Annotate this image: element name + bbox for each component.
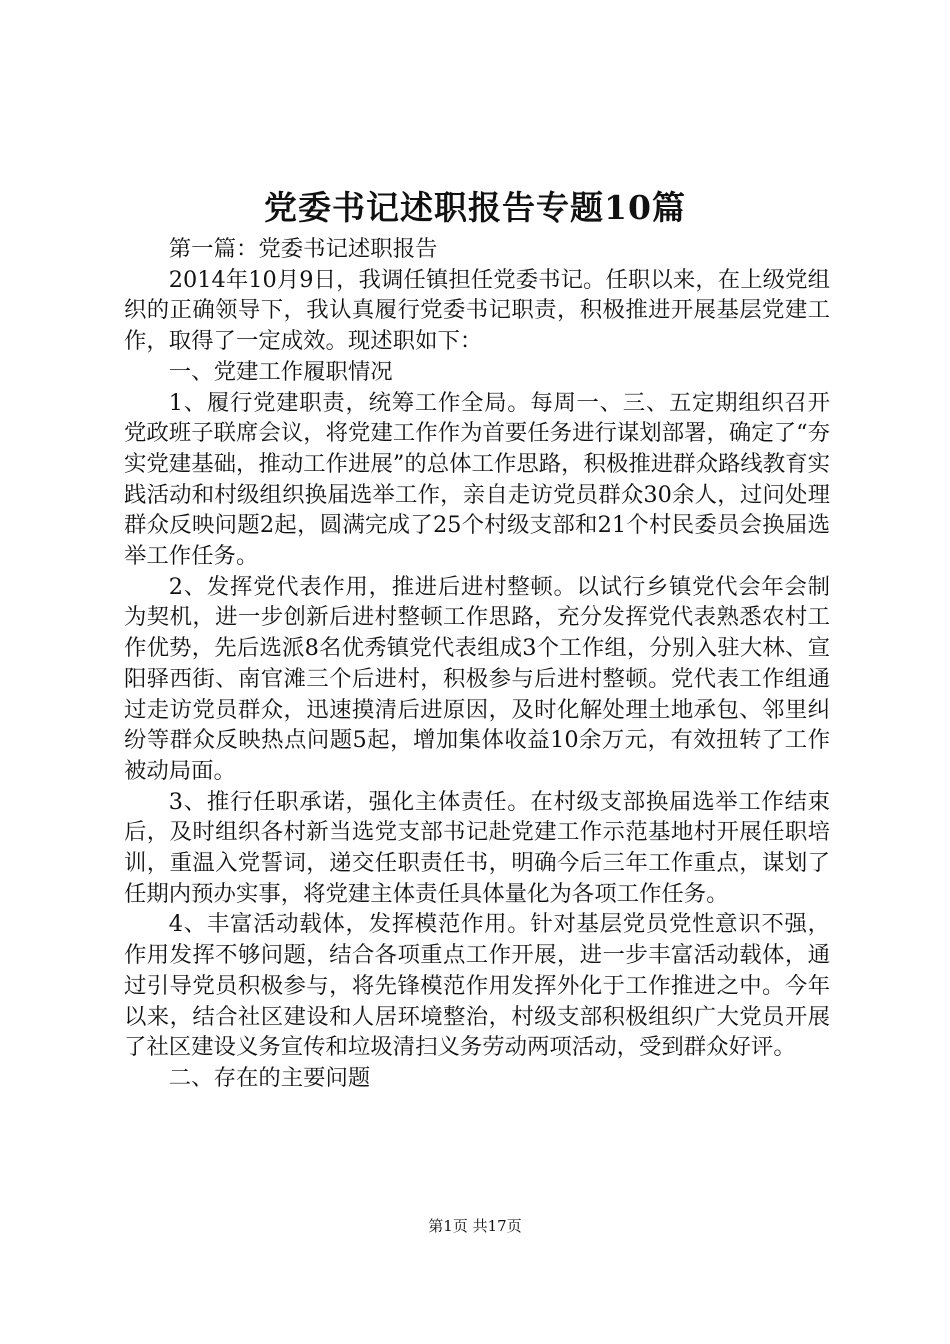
body-paragraph-item-3: 3、推行任职承诺，强化主体责任。在村级支部换届选举工作结束后，及时组织各村新当选党支部书记赴党建工作示范基地村开展任职培训，重温入党誓词，递交任职责任书，明确今后三年工作重点，谋划了任期内预办实事，将党建主体责任具体量化为各项工作任务。 xyxy=(124,788,830,907)
section-heading-duty-performance: 一、党建工作履职情况 xyxy=(168,358,393,385)
document-body xyxy=(124,234,830,1094)
body-paragraph-item-4: 4、丰富活动载体，发挥模范作用。针对基层党员党性意识不强，作用发挥不够问题，结合各项重点工作开展，进一步丰富活动载体，通过引导党员积极参与，将先锋模范作用发挥外化于工作推进之中。今年以来，结合社区建设和人居环境整治，村级支部积极组织广大党员开展了社区建设义务宣传和垃圾清扫义务劳动两项活动，受到群众好评。 xyxy=(124,911,830,1061)
section-heading-part-one: 第一篇：党委书记述职报告 xyxy=(168,236,438,262)
section-heading-problems: 二、存在的主要问题 xyxy=(168,1064,371,1091)
page-number-footer: 第1页 共17页 xyxy=(428,1217,522,1235)
intro-paragraph: 2014年10月9日，我调任镇担任党委书记。任职以来，在上级党组织的正确领导下，我认真履行党委书记职责，积极推进开展基层党建工作，取得了一定成效。现述职如下： xyxy=(124,266,830,355)
body-paragraph-item-1: 1、履行党建职责，统筹工作全局。每周一、三、五定期组织召开党政班子联席会议，将党建工作作为首要任务进行谋划部署，确定了“夯实党建基础，推动工作进展”的总体工作思路，积极推进群众路线教育实践活动和村级组织换届选举工作，亲自走访党员群众30余人，过问处理群众反映问题2起，圆满完成了25个村级支部和21个村民委员会换届选举工作任务。 xyxy=(124,389,830,570)
body-paragraph-item-2: 2、发挥党代表作用，推进后进村整顿。以试行乡镇党代会年会制为契机，进一步创新后进村整顿工作思路，充分发挥党代表熟悉农村工作优势，先后选派8名优秀镇党代表组成3个工作组，分别入驻大林、宣阳驿西街、南官滩三个后进村，积极参与后进村整顿。党代表工作组通过走访党员群众，迅速摸清后进原因，及时化解处理土地承包、邻里纠纷等群众反映热点问题5起，增加集体收益10余万元，有效扭转了工作被动局面。 xyxy=(124,573,830,784)
document-title: 党委书记述职报告专题10篇 xyxy=(264,188,686,227)
